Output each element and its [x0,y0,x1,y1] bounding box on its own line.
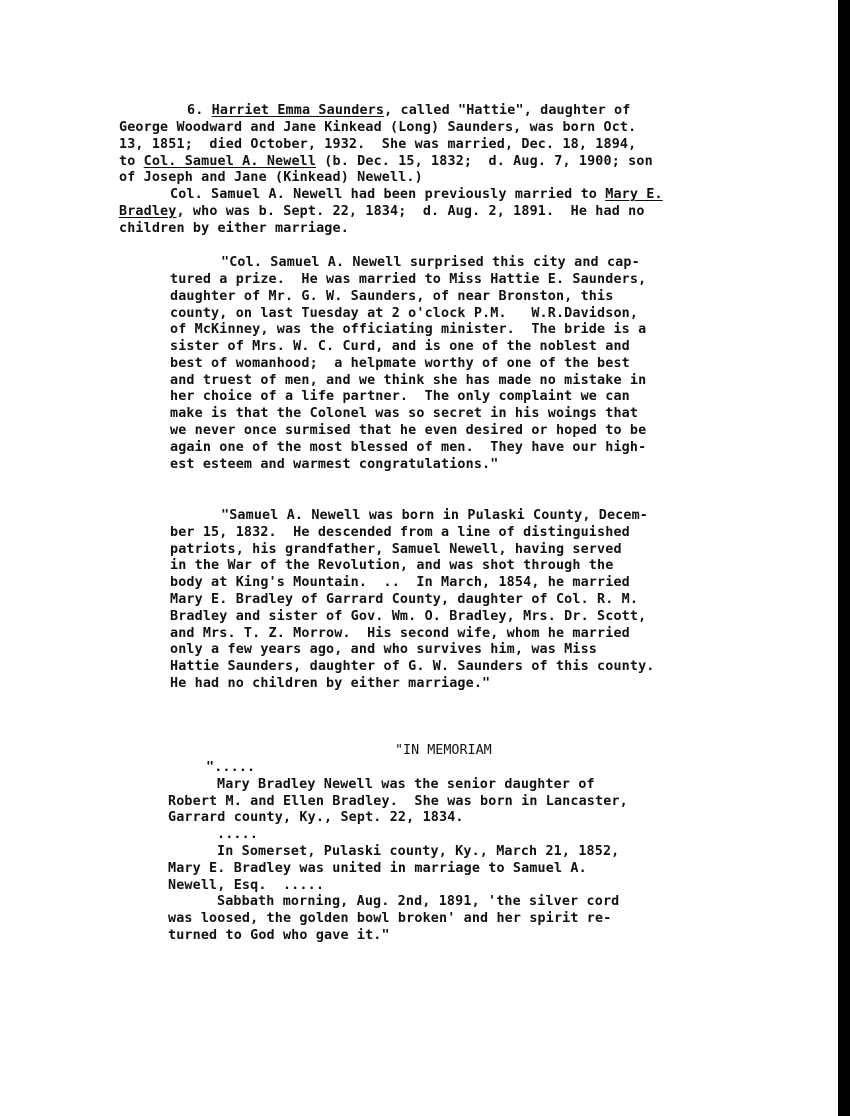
quote1-line: "Col. Samuel A. Newell surprised this city and cap- [221,255,640,270]
quote1-line: her choice of a life partner. The only complaint we can [170,389,630,404]
quote2-line: body at King's Mountain. .. In March, 1854, he married [170,575,630,590]
quote1-line: tured a prize. He was married to Miss Hattie E. Saunders, [170,272,647,287]
quote1-line: county, on last Tuesday at 2 o'clock P.M. W.R.Davidson, [170,306,639,321]
quote1-line: sister of Mrs. W. C. Curd, and is one of the noblest and [170,339,630,354]
quote2-line: only a few years ago, and who survives him, was Miss [170,642,598,657]
para2-line1 [170,187,663,203]
memoriam-line: ..... [217,827,259,842]
memoriam-line: Robert M. and Ellen Bradley. She was born in Lancaster, [168,794,628,809]
para2-line2 [119,204,645,220]
quote2-line: Bradley and sister of Gov. Wm. O. Bradley, Mrs. Dr. Scott, [170,609,647,624]
para2-line2-rest: , who was b. Sept. 22, 1834; d. Aug. 2, 1891. He had no [176,204,645,219]
subject-name: Harriet Emma Saunders [211,103,385,118]
quote2-line: He had no children by either marriage." [170,676,491,691]
para1-line4 [119,154,653,170]
memoriam-line: In Somerset, Pulaski county, Ky., March 21, 1852, [217,844,620,859]
memoriam-line: Sabbath morning, Aug. 2nd, 1891, 'the silver cord [217,894,620,909]
quote2-line: Hattie Saunders, daughter of G. W. Saunders of this county. [170,659,655,674]
memoriam-heading: "IN MEMORIAM [395,743,492,758]
para1-line4-start: to [119,154,144,169]
memoriam-line: "..... [206,760,256,775]
quote1-line: we never once surmised that he even desired or hoped to be [170,423,647,438]
para2-line3: children by either marriage. [119,221,349,236]
quote1-line: and truest of men, and we think she has made no mistake in [170,373,647,388]
para1-line2: George Woodward and Jane Kinkead (Long) Saunders, was born Oct. [119,120,637,135]
quote2-line: patriots, his grandfather, Samuel Newell, having served [170,542,622,557]
spouse-name: Col. Samuel A. Newell [143,154,317,169]
quote1-line: daughter of Mr. G. W. Saunders, of near Bronston, this [170,289,614,304]
first-wife-name: Mary E. [605,187,663,202]
quote2-line: and Mrs. T. Z. Morrow. His second wife, whom he married [170,626,630,641]
quote2-line: "Samuel A. Newell was born in Pulaski County, Decem- [221,508,649,523]
para2-line1-start: Col. Samuel A. Newell had been previously married to [170,187,606,202]
memoriam-line: was loosed, the golden bowl broken' and her spirit re- [168,911,612,926]
quote1-line: est esteem and warmest congratulations." [170,457,499,472]
quote1-line: best of womanhood; a helpmate worthy of one of the best [170,356,630,371]
memoriam-line: Garrard county, Ky., Sept. 22, 1834. [168,810,464,825]
memoriam-line: Mary E. Bradley was united in marriage to Samuel A. [168,861,587,876]
para1-line1 [187,103,630,119]
para1-line1-rest: , called "Hattie", daughter of [384,103,631,118]
para1-line4-rest: (b. Dec. 15, 1832; d. Aug. 7, 1900; son [316,154,653,169]
memoriam-line: turned to God who gave it." [168,928,390,943]
memoriam-line: Newell, Esq. ..... [168,878,325,893]
quote1-line: again one of the most blessed of men. They have our high- [170,440,647,455]
quote1-line: make is that the Colonel was so secret in his woings that [170,406,639,421]
para1-line5: of Joseph and Jane (Kinkead) Newell.) [119,170,423,185]
quote1-line: of McKinney, was the officiating minister. The bride is a [170,322,647,337]
first-wife-surname: Bradley [119,204,177,219]
scan-edge [838,0,850,1116]
quote2-line: ber 15, 1832. He descended from a line of distinguished [170,525,630,540]
para1-line3: 13, 1851; died October, 1932. She was married, Dec. 18, 1894, [119,137,637,152]
item-number: 6. [187,103,212,118]
quote2-line: Mary E. Bradley of Garrard County, daughter of Col. R. M. [170,592,639,607]
quote2-line: in the War of the Revolution, and was shot through the [170,558,614,573]
memoriam-line: Mary Bradley Newell was the senior daughter of [217,777,595,792]
